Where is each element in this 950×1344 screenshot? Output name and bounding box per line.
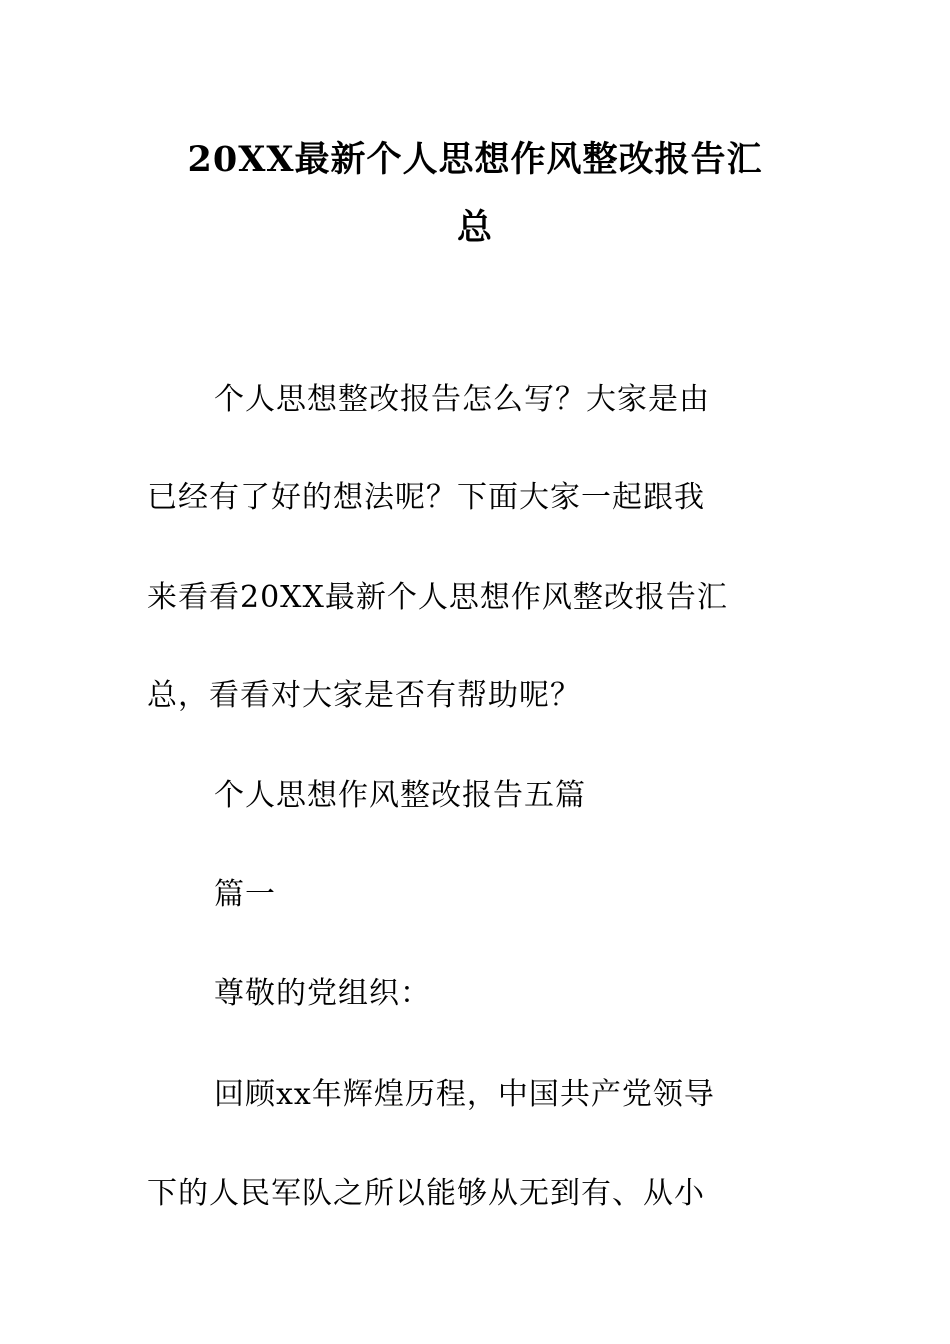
body-line-2: 下的人民军队之所以能够从无到有、从小 <box>147 1176 705 1211</box>
document-title <box>145 126 805 262</box>
intro-line-4: 总，看看对大家是否有帮助呢？ <box>147 678 581 713</box>
intro-line-2: 已经有了好的想法呢？下面大家一起跟我 <box>147 480 705 515</box>
intro-line-3: 来看看20XX最新个人思想作风整改报告汇 <box>147 580 728 615</box>
salutation: 尊敬的党组织： <box>214 976 431 1011</box>
section-heading: 个人思想作风整改报告五篇 <box>214 778 586 813</box>
title-line-2: 总 <box>456 207 493 248</box>
title-line-1: 20XX最新个人思想作风整改报告汇 <box>187 139 763 180</box>
chapter-label: 篇一 <box>214 877 276 912</box>
intro-line-1: 个人思想整改报告怎么写？大家是由 <box>214 382 710 417</box>
body-line-1: 回顾xx年辉煌历程，中国共产党领导 <box>214 1077 715 1112</box>
